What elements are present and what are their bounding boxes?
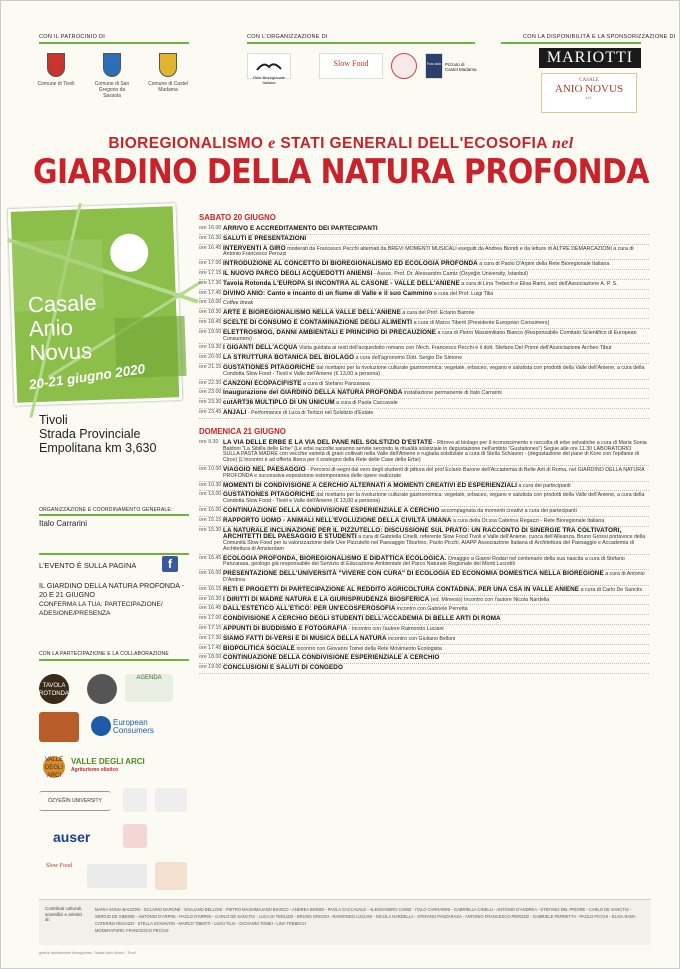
event-text (223, 291, 649, 298)
partner-logo (155, 824, 187, 848)
event-row (199, 635, 649, 645)
event-title: I GIGANTI DELL'ACQUA (223, 344, 298, 352)
event-text (223, 626, 649, 633)
map-image (8, 203, 183, 406)
event-text (223, 226, 649, 233)
event-row (199, 354, 649, 364)
facebook-icon[interactable]: f (162, 556, 178, 572)
event-title: Inaugurazione del GIARDINO DELLA NATURA PROFONDA (223, 389, 403, 397)
event-time: ore 23.45 (199, 408, 222, 415)
day2-events (199, 439, 649, 674)
event-desc: a cura di Carlo De Sanctis (580, 586, 643, 593)
event-time: ore 17.45 (199, 289, 222, 296)
event-text (223, 400, 649, 407)
event-title: LA STRUTTURA BOTANICA DEL BIOLAGO (223, 354, 355, 362)
event-text (223, 467, 649, 480)
tivoli-crest-icon (47, 53, 65, 77)
event-desc: incontro con Gabriele Perretta (396, 606, 468, 613)
event-title: DIVINO ANIO: Canto e incanto di un fiume di Valle e il suo Cammino (223, 289, 433, 297)
credit-line: grafica decisamente bioregionale, Casale Anio Novus - Tivoli (39, 951, 136, 955)
event-text (223, 616, 649, 623)
event-desc: - Ritrovo al biolago per il riconoscimento e raccolta di erbe selvatiche a cura di Maria Sonia Baldoni "La Sibilla delle Erbe" (Le erbe raccolte saranno servite secondo la ritualità solstiziale in degustazione nell'ambito "Gustationes") Segue alle ore 11.30 LABORATORIO SULLA PASTA MADRE con vecchie varietà di grani coltivati nella Valle dell'Aniene e rugiada solstiziale a cura di Stella Schiavon - (degustazione del pane di Kore con l'epifanie di Circe) (L'incontro è ad offerta libera per il sostegno della Rete delle Case della Erbe) (223, 439, 647, 464)
partner-logo (87, 864, 147, 888)
event-text (223, 483, 649, 490)
event-time: ore 18.00 (199, 654, 222, 661)
event-row (199, 319, 649, 329)
cta-text: CONFERMA LA TUA: PARTECIPAZIONE/ ADESIONE/PRESENZA (39, 601, 163, 617)
circle-logo (391, 53, 417, 79)
event-title: SCELTE DI CONSUMO E CONTAMINAZIONE DEGLI ALIMENTI (223, 318, 413, 326)
event-dates: 20-21 giugno 2020 (28, 361, 147, 393)
event-title: CONTINUAZIONE DELLA CONDIVISIONE ESPERIENZIALE A CERCHIO (223, 506, 440, 514)
subtitle-prep: nel (551, 135, 574, 152)
organized-label: CON L'ORGANIZZAZIONE DI (247, 34, 328, 40)
event-row (199, 344, 649, 354)
venue-line: Casale (27, 289, 97, 318)
event-desc: installazione permanente di Italo Carrarini (403, 390, 502, 397)
event-title: VIAGGIO NEL PAESAGGIO (223, 465, 306, 473)
event-time: ore 18.30 (199, 309, 222, 316)
event-time: ore 19.00 (199, 328, 222, 335)
event-title: CANZONI ECOPACIFISTE (223, 379, 302, 387)
organizer-name: Pizzuto di Castel Madama (445, 62, 477, 72)
address-line: Tivoli (39, 413, 68, 427)
event-title: ELETTROSMOG, DANNI AMBIENTALI E PRINCIPIO DI PRECAUZIONE (223, 328, 437, 336)
event-desc: a cura dell'agronomo Dott. Sergio De Simone (355, 355, 463, 362)
event-desc: a cura di Gabriella Cinelli, referente Slow Food Tivoli e Valle dell'Aniene, cuoca dell'Alleanza, Bruno Grossi portavoce della Comunità Slow Food per la valorizzazione delle Uve Pizzutello nel Paesaggio Tiburtino, Paolo Picchi, AIAPP Associazione Italiana di Architettura del Paesaggio e Accademia di Architettura di Amsterdam (223, 534, 646, 552)
comune-label: Comune di San Gregorio da Sassola (94, 81, 130, 99)
event-divider (39, 553, 189, 555)
event-text (223, 355, 649, 362)
event-time: ore 16.00 (199, 225, 222, 231)
event-time: ore 17.30 (199, 634, 222, 641)
event-time: ore 19.00 (199, 664, 222, 671)
event-text (223, 410, 649, 417)
event-time: ore 13.00 (199, 491, 222, 498)
event-title: LA VIA DELLE ERBE E LA VIA DEL PANE NEL SOLSTIZIO D'ESTATE (223, 438, 433, 446)
anio-name: ANIO NOVUS (554, 83, 624, 95)
event-row (199, 625, 649, 635)
comune-label: Comune di Castel Madama (148, 81, 188, 93)
subtitle (1, 135, 681, 153)
event-label: L'EVENTO È SULLA PAGINA (39, 561, 137, 570)
event-time: ore 16.00 (199, 570, 222, 577)
venue-address (39, 413, 156, 455)
event-row (199, 482, 649, 492)
event-row (199, 605, 649, 615)
event-time: ore 20.00 (199, 354, 222, 361)
event-row (199, 466, 649, 482)
event-row (199, 409, 649, 419)
event-desc: incontro con Giovanni Tomei della Rete Movimento Ecologista (296, 645, 442, 652)
event-desc: a cura della Dr.ssa Caterina Regazzi - Rete Bioregionale Italiana (452, 517, 605, 524)
partner-logo (123, 824, 147, 848)
event-time: ore 22.30 (199, 379, 222, 386)
bird-icon (256, 60, 282, 72)
event-title: Tavola Rotonda L'EUROPA SI INCONTRA AL CASONE - VALLE DELL'ANIENE (223, 279, 460, 287)
partner-logo: AGENDA (125, 674, 173, 702)
event-row (199, 570, 649, 586)
subtitle-conj: e (268, 135, 276, 152)
partner-logo: auser (53, 829, 91, 845)
event-row (199, 615, 649, 625)
event-title: GUSTATIONES PITAGORICHE (223, 491, 315, 499)
comune-label: Comune di Tivoli (37, 81, 75, 87)
event-title: SALUTI E PRESENTAZIONI (223, 234, 307, 242)
contributor-list: MARIA SONIA BALDONI - ECLARIO BARONE - GIULIANO BELLONI - PIETRO MASSIMILIANO BIANCO - ANDREA BIONDI - PAOLA CACCAVALE - ALESSANDRO CAMIZ - ITALO CARRARINI - GABRIELLA CINELLI - ANTONIO D'ANDREA - STEFANO DEL PRIORE - CARLO DE SANCTIS - SERGIO DE SIMONE - ANTONIO D'ARPINI - PAOLO D'ARPINI - CARLO DE SANCTIS - LUCA DI TERLIZZI - BRUNO GROSSI - RAIMONDO LUCIANI - NICOLA NARDELLA - STEFANO PANZARASA - ANTONIO FRANCESCO PEROZZI - GABRIELE PERRETTA - PAOLO PICCHI - ELISA RAMI - CATERINA REGAZZI - STELLA SCHIAVON - MARCO TIBERTI - LUIGI TILIA - GIOVANNI TOMEI - LINA TREBECH (95, 907, 638, 926)
event-title: RETI E PROGETTI DI PARTECIPAZIONE AL REDDITO AGRICOLTURA CONTADINA. PER UNA CSA IN VALLE ANIENE (223, 585, 580, 593)
address-line: Empolitana km 3,630 (39, 441, 157, 455)
event-time: ore 17.15 (199, 269, 222, 276)
partner-logo (155, 788, 187, 812)
partner-logo: ÖZYEĞİN UNIVERSITY (39, 791, 111, 811)
event-time: ore 18.45 (199, 318, 222, 325)
event-time: ore 18.00 (199, 299, 222, 306)
event-row (199, 507, 649, 517)
patronage-label: CON IL PATROCINIO DI (39, 34, 106, 40)
event-text (223, 330, 649, 343)
event-text (223, 236, 649, 243)
event-time: ore 15.45 (199, 554, 222, 561)
partner-logo: European Consumers (113, 718, 154, 735)
event-row (199, 270, 649, 280)
event-desc: incontro con Giuliano Belloni (388, 635, 456, 642)
event-row (199, 329, 649, 345)
subtitle-part: BIOREGIONALISMO (108, 135, 264, 152)
event-title: INTERVENTI A GIRO (223, 244, 286, 252)
sponsor-label: CON LA DISPONIBILITÀ E LA SPONSORIZZAZIONE DI (523, 34, 676, 40)
event-text (223, 261, 649, 268)
event-desc: Omaggio a Gianni Rodari nel centenario della sua nascita a cura di Stefano Panzarasa, geologo già responsabile del Servizio di Educazione Ambientale del Parco Naturale Regionale dei Monti Lucretili (223, 555, 625, 568)
event-title: ECOLOGIA PROFONDA, BIOREGIONALISMO E DIDATTICA ECOLOGICA. (223, 554, 447, 562)
event-time: ore 10.30 (199, 481, 222, 488)
event-text (223, 518, 649, 525)
event-desc: a cura del Prof. Eclario Barone (402, 310, 475, 317)
event-row (199, 399, 649, 409)
event-time: ore 16.30 (199, 234, 222, 241)
organizer-name: Slow Food (333, 59, 369, 68)
event-text (223, 365, 649, 378)
event-time: ore 17.00 (199, 615, 222, 622)
event-text (223, 300, 649, 307)
subtitle-part: STATI GENERALI DELL'ECOSOFIA (280, 135, 548, 152)
mariotti-logo: MARIOTTI (539, 48, 641, 68)
event-desc: - Assoc. Prof. Dr. Alessandro Camiz (Özyeğin University, Istanbul) (373, 270, 529, 277)
event-text (223, 390, 649, 397)
partner-sub: Agriturismo olistico (71, 767, 119, 773)
event-desc: accompagnata da momenti creativi a cura dei partecipanti (441, 507, 577, 514)
event-text (223, 528, 649, 553)
event-title: ANJALI (223, 408, 247, 416)
partner-logo: TAVOLA ROTONDA (39, 674, 69, 704)
partner-name: VALLE DEGLI ARCI (71, 757, 145, 766)
org-name: Italo Carrarini (39, 519, 88, 528)
event-title: I DIRITTI DI MADRE NATURA E LA GIURISPRUDENZA BIOSFERICA (223, 595, 430, 603)
event-row (199, 527, 649, 555)
event-time: ore 23.00 (199, 389, 222, 396)
event-title: BIOPOLITICA SOCIALE (223, 644, 295, 652)
event-row (199, 586, 649, 596)
event-text (223, 606, 649, 613)
contributors-footer (39, 899, 651, 945)
san-gregorio-crest-icon (103, 53, 121, 77)
event-time: ore 16.15 (199, 585, 222, 592)
event-desc: a cura di Antonio D'Andrea (223, 571, 645, 584)
partner-logo: VALLE DEGLI ARCI (44, 757, 64, 779)
event-row (199, 389, 649, 399)
event-row (199, 664, 649, 674)
event-row (199, 299, 649, 309)
event-row (199, 225, 649, 235)
pizzuto-logo (445, 53, 477, 79)
event-title: CONCLUSIONI E SALUTI DI CONGEDO (223, 664, 343, 672)
event-title: CONTINUAZIONE DELLA CONDIVISIONE ESPERIENZIALE A CERCHIO (223, 654, 440, 662)
address-line: Strada Provinciale (39, 427, 141, 441)
event-title: LA NATURALE INCLINAZIONE PER IL PIZZUTELLO: DISCUSSIONE SUL PRATO: UN RACCONTO DI SINERGIE TRA COLTIVATORI, ARCHITETTI DEL PAESAGGIO E STUDENTI (223, 526, 622, 541)
main-title: GIARDINO DELLA NATURA PROFONDA (33, 153, 649, 193)
event-time: ore 21.15 (199, 363, 222, 370)
organizer-name: Rete Bioregionale Italiana (253, 75, 285, 85)
event-time: ore 16.45 (199, 244, 222, 251)
partner-logo (155, 862, 187, 890)
event-text (223, 665, 649, 672)
anio-novus-logo (541, 73, 637, 113)
event-title: ARRIVO E ACCREDITAMENTO DEI PARTECIPANTI (223, 225, 378, 232)
event-text (223, 655, 649, 662)
event-time: ore 17.30 (199, 279, 222, 286)
moderator: MODERATORE: FRANCESCO PECCHI (95, 928, 169, 933)
event-title: ARTE E BIOREGIONALISMO NELLA VALLE DELL'ANIENE (223, 309, 401, 317)
event-title: RAPPORTO UOMO - ANIMALI NELL'EVOLUZIONE DELLA CIVILTÀ UMANA (223, 516, 452, 524)
event-time: ore 17.00 (199, 260, 222, 267)
event-desc: (ed. Mimesis) Incontro con l'autore Nicola Nardella (430, 596, 550, 603)
org-label: ORGANIZZAZIONE E COORDINAMENTO GENERALE: (39, 507, 173, 513)
event-text (223, 646, 649, 653)
moon-icon (110, 233, 149, 272)
event-text (223, 381, 649, 388)
event-row (199, 555, 649, 571)
event-row (199, 280, 649, 290)
partner-logo (87, 674, 117, 704)
event-text (223, 345, 649, 352)
partner-logo (71, 758, 189, 778)
event-desc: Visita guidata ai resti dell'acquedotto romano con l'Arch. Francesco Pecchi e il dott. Stefano Del Priore dell'Associazione Archeo Tibur (299, 345, 612, 352)
event-time: ore 16.45 (199, 605, 222, 612)
collab-divider (39, 659, 189, 661)
event-time: ore 15.15 (199, 516, 222, 523)
event-desc: a cura di Paolo D'Arpini della Rete Bioregionale Italiana (479, 261, 610, 268)
event-desc: a cura di Paola Caccavale (336, 400, 398, 407)
event-desc: moderati da Francesco Pecchi alternati da BREVI MOMENTI MUSICALI eseguiti da Andrea Biondi e da letture di ALTRE DEMARCAZIONI a cura di Antonio Francesco Perozzi (223, 245, 634, 258)
event-desc: - Percorsi di-segni dal vero degli studenti di pittura del prof Eclario Barone dell'Accademia di Belle Arti di Roma, nel GIARDINO DELLA NATURA PROFONDA e successiva esposizione estemporanea delle opere realizzate (223, 466, 645, 479)
event-row (199, 491, 649, 507)
event-desc: a cura di Lina Trebech e Elisa Rami, soci dell'Associazione A. P. S. (461, 280, 618, 287)
org-divider (39, 514, 189, 516)
event-text (223, 310, 649, 317)
cta-title[interactable]: IL GIARDINO DELLA NATURA PROFONDA - 20 E 21 GIUGNO (39, 581, 184, 599)
event-desc: - Incontro con l'autore Raimondo Luciani (348, 626, 444, 633)
event-text (223, 597, 649, 604)
event-text (223, 492, 649, 505)
event-row (199, 245, 649, 261)
venue-name (28, 291, 99, 365)
event-text (223, 320, 649, 327)
event-title: PRESENTAZIONE DELL'UNIVERSITÀ "VIVERE CON CURA" DI ECOLOGIA ED ECONOMIA DOMESTICA NELLA BIOREGIONE (223, 570, 604, 578)
event-time: ore 17.15 (199, 625, 222, 632)
event-time: ore 15.00 (199, 506, 222, 513)
event-row (199, 645, 649, 655)
event-title: CONDIVISIONE A CERCHIO DEGLI STUDENTI DELL'ACCADEMIA DI BELLE ARTI DI ROMA (223, 615, 501, 623)
event-time: ore 16.30 (199, 595, 222, 602)
event-desc: Coffee break (223, 300, 254, 307)
event-row (199, 596, 649, 606)
event-title: APPUNTI DI BUDDISMO E FOTOGRAFIA (223, 625, 348, 633)
logo-band (1, 1, 681, 121)
anio-casale: CASALE (579, 78, 599, 83)
programme (199, 213, 649, 674)
day-heading: DOMENICA 21 GIUGNO (199, 426, 286, 436)
event-time: ore 9.30 (199, 438, 219, 445)
slow-food-logo (319, 53, 383, 79)
event-desc: dal ricettario per la rivoluzione culturale gastronomica: vegetale, erbaceo, vegano e salutista con prodotti della Valle dell'Aniene, a cura della Condotta Slow Food - Tivoli e Valle dell'Aniene (€ 13,00 a persona) (223, 492, 645, 505)
event-desc: a cura del Prof. Luigi Tilia (433, 290, 494, 297)
event-time: ore 23.30 (199, 399, 222, 406)
event-text (223, 587, 649, 594)
event-title: IL NUOVO PARCO DEGLI ACQUEDOTTI ANIENSI (223, 269, 373, 277)
event-row (199, 654, 649, 664)
venue-line: Anio (28, 314, 74, 342)
partner-logo (39, 712, 79, 742)
anio-tail: s.r.l. (585, 95, 593, 100)
event-desc: a cura dei partecipanti (518, 482, 571, 489)
castel-madama-crest-icon (159, 53, 177, 77)
day1-events (199, 225, 649, 419)
footer-label: Contributi culturali, scientifici e artistici di: (45, 906, 83, 922)
venue-line: Novus (29, 338, 93, 366)
day-heading: SABATO 20 GIUGNO (199, 213, 276, 222)
event-text (223, 271, 649, 278)
cta-block (39, 581, 189, 618)
event-row (199, 309, 649, 319)
event-desc: - Performance di Luca di Terlizzi nel Solstizio d'Estate (247, 409, 374, 416)
event-title: cutART36 MULTIPLO DI UN UNICUM (223, 399, 335, 407)
event-row (199, 439, 649, 466)
event-title: DALL'ESTETICO ALL'ETICO: PER UN'ECOSFEROSOFIA (223, 605, 396, 613)
event-time: ore 10.00 (199, 465, 222, 472)
event-desc: a cura di Stefano Panzarasa (302, 380, 370, 387)
event-text (223, 571, 649, 584)
foto-club-logo (425, 53, 443, 79)
event-row (199, 260, 649, 270)
event-row (199, 235, 649, 245)
event-time: ore 15.30 (199, 526, 222, 533)
partner-logo: Slow Food (45, 863, 73, 869)
event-row (199, 290, 649, 300)
event-text (223, 281, 649, 288)
footer-names (95, 906, 647, 934)
event-title: INTRODUZIONE AL CONCETTO DI BIOREGIONALISMO ED ECOLOGIA PROFONDA (223, 260, 478, 268)
event-desc: dal ricettario per la rivoluzione culturale gastronomica: vegetale, erbaceo, vegano e salutista con prodotti della Valle dell'Aniene, a cura della Condotta Slow Food - Tivoli e Valle dell'Aniene (€ 13,00 a persona) (223, 364, 645, 377)
event-row (199, 364, 649, 380)
event-text (223, 636, 649, 643)
event-text (223, 246, 649, 259)
event-time: ore 17.45 (199, 644, 222, 651)
organizer-name: Foto club (426, 62, 442, 66)
event-title: MOMENTI DI CONDIVISIONE A CERCHIO ALTERNATI A MOMENTI CREATIVI ED ESPERIENZIALI (223, 481, 517, 489)
patronage-divider (39, 42, 189, 44)
event-desc: a cura di Marco Tiberti (Presidente European Consumers) (413, 319, 550, 326)
event-title: GUSTATIONES PITAGORICHE (223, 363, 315, 371)
event-time: ore 19.30 (199, 344, 222, 351)
event-text (223, 440, 649, 464)
event-title: SIAMO FATTI DI-VERSI E DI MUSICA DELLA NATURA (223, 634, 387, 642)
event-text (223, 556, 649, 569)
partner-logo (123, 788, 147, 812)
event-desc: a cura di Pietro Massimiliano Bianco (Responsabile Comitato Scientifico di European Consumers) (223, 329, 637, 342)
euro-icon (91, 716, 111, 736)
organized-divider (247, 42, 475, 44)
collab-label: CON LA PARTECIPAZIONE E LA COLLABORAZIONE (39, 651, 169, 657)
event-text (223, 508, 649, 515)
rete-bioregionale-logo (247, 53, 291, 85)
event-row (199, 380, 649, 390)
sponsor-divider (501, 42, 641, 44)
event-row (199, 517, 649, 527)
